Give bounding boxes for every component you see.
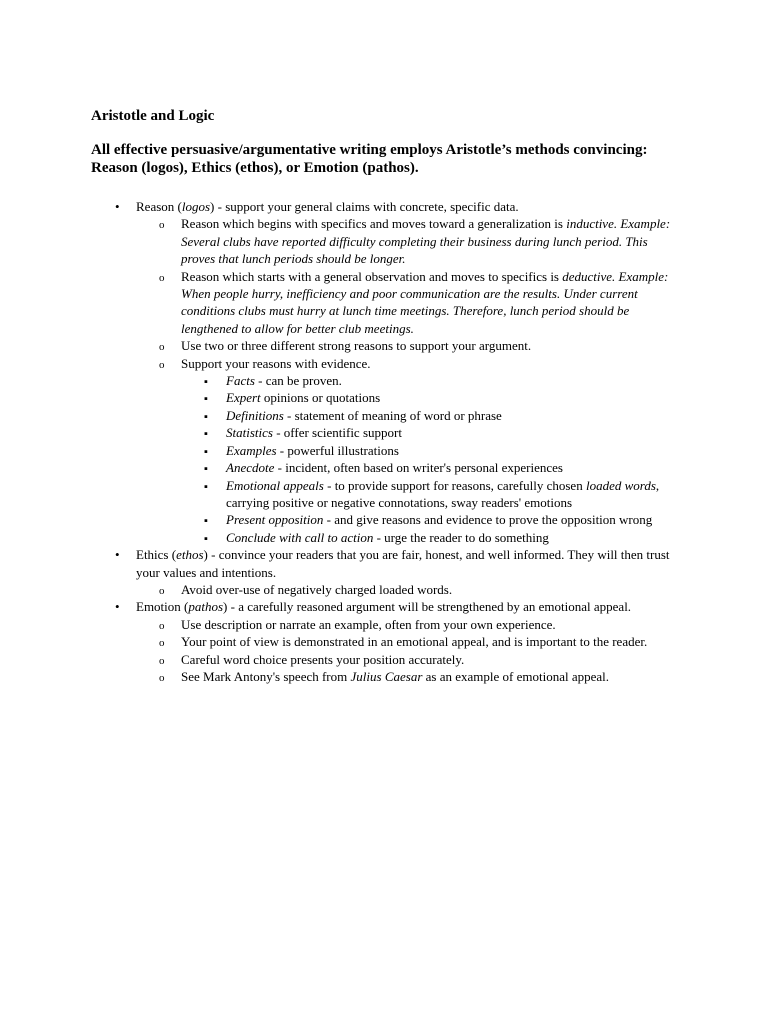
list-item-text: Reason which begins with specifics and moves toward a generalization is inductive. Example: Several clubs have reported difficulty completing their business during lunch period. This proves that lunch periods should be longer. bbox=[181, 216, 671, 267]
list-item-level-3 bbox=[0, 529, 681, 546]
outline-list bbox=[0, 198, 768, 685]
list-item-level-2 bbox=[0, 633, 681, 650]
list-item-text: Ethics (ethos) - convince your readers that you are fair, honest, and well informed. They will then trust your values and intentions. bbox=[136, 547, 670, 580]
list-item-level-3 bbox=[0, 389, 681, 406]
intro-paragraph: All effective persuasive/argumentative writing employs Aristotle’s methods convincing: Reason (logos), Ethics (ethos), or Emotion (pathos). bbox=[91, 142, 648, 176]
list-item-level-3 bbox=[0, 372, 681, 389]
list-item-text: Present opposition - and give reasons and evidence to prove the opposition wrong bbox=[226, 512, 653, 528]
list-item-text: See Mark Antony's speech from Julius Caesar as an example of emotional appeal. bbox=[181, 668, 610, 684]
list-item-level-2 bbox=[0, 651, 681, 668]
bullet-circle-icon bbox=[159, 215, 165, 234]
list-item-text: Use two or three different strong reasons to support your argument. bbox=[181, 338, 532, 354]
list-item-level-2 bbox=[0, 337, 681, 354]
list-item-level-2 bbox=[0, 668, 681, 685]
list-item-text: Expert opinions or quotations bbox=[226, 390, 381, 406]
bullet-circle-icon bbox=[159, 668, 165, 687]
document-title: Aristotle and Logic bbox=[91, 108, 215, 124]
list-item-level-3 bbox=[0, 424, 681, 441]
bullet-disc-icon bbox=[115, 198, 120, 215]
list-item-level-3 bbox=[0, 511, 681, 528]
list-item-level-3 bbox=[0, 442, 681, 459]
list-item-text: Examples - powerful illustrations bbox=[226, 442, 399, 458]
list-item-level-3 bbox=[0, 407, 681, 424]
list-item-text: Avoid over-use of negatively charged loaded words. bbox=[181, 581, 453, 597]
list-item-level-2 bbox=[0, 355, 681, 372]
list-item-level-3 bbox=[0, 459, 681, 476]
list-item-level-2 bbox=[0, 215, 681, 267]
list-item-text: Reason (logos) - support your general claims with concrete, specific data. bbox=[136, 199, 519, 214]
list-item-level-1 bbox=[0, 598, 676, 615]
bullet-disc-icon bbox=[115, 546, 120, 563]
list-item-text: Emotional appeals - to provide support for reasons, carefully chosen loaded words, carrying positive or negative connotations, sway readers' emotions bbox=[226, 477, 660, 510]
list-item-text: Use description or narrate an example, often from your own experience. bbox=[181, 616, 556, 632]
list-item-text: Statistics - offer scientific support bbox=[226, 425, 402, 441]
list-item-level-1 bbox=[0, 198, 676, 215]
list-item-text: Reason which starts with a general observation and moves to specifics is deductive. Example: When people hurry, inefficiency and poor communication are the results. Under current conditions clubs must hurry at lunch time meetings. Therefore, lunch period should be lengthened to allow for better club meetings. bbox=[181, 268, 669, 336]
list-item-text: Emotion (pathos) - a carefully reasoned argument will be strengthened by an emotional appeal. bbox=[136, 599, 632, 615]
list-item-text: Anecdote - incident, often based on writer's personal experiences bbox=[226, 460, 563, 476]
list-item-level-3 bbox=[0, 477, 681, 512]
list-item-text: Conclude with call to action - urge the reader to do something bbox=[226, 529, 549, 545]
list-item-level-1 bbox=[0, 546, 676, 581]
list-item-text: Careful word choice presents your position accurately. bbox=[181, 651, 465, 667]
list-item-level-2 bbox=[0, 616, 681, 633]
list-item-text: Your point of view is demonstrated in an emotional appeal, and is important to the reader. bbox=[181, 634, 648, 650]
list-item-text: Support your reasons with evidence. bbox=[181, 355, 371, 371]
bullet-circle-icon bbox=[159, 268, 165, 287]
list-item-text: Facts - can be proven. bbox=[226, 373, 342, 389]
list-item-level-2 bbox=[0, 268, 681, 338]
list-item-text: Definitions - statement of meaning of word or phrase bbox=[226, 407, 502, 423]
bullet-disc-icon bbox=[115, 598, 120, 615]
list-item-level-2 bbox=[0, 581, 681, 598]
bullet-square-icon bbox=[204, 477, 208, 496]
